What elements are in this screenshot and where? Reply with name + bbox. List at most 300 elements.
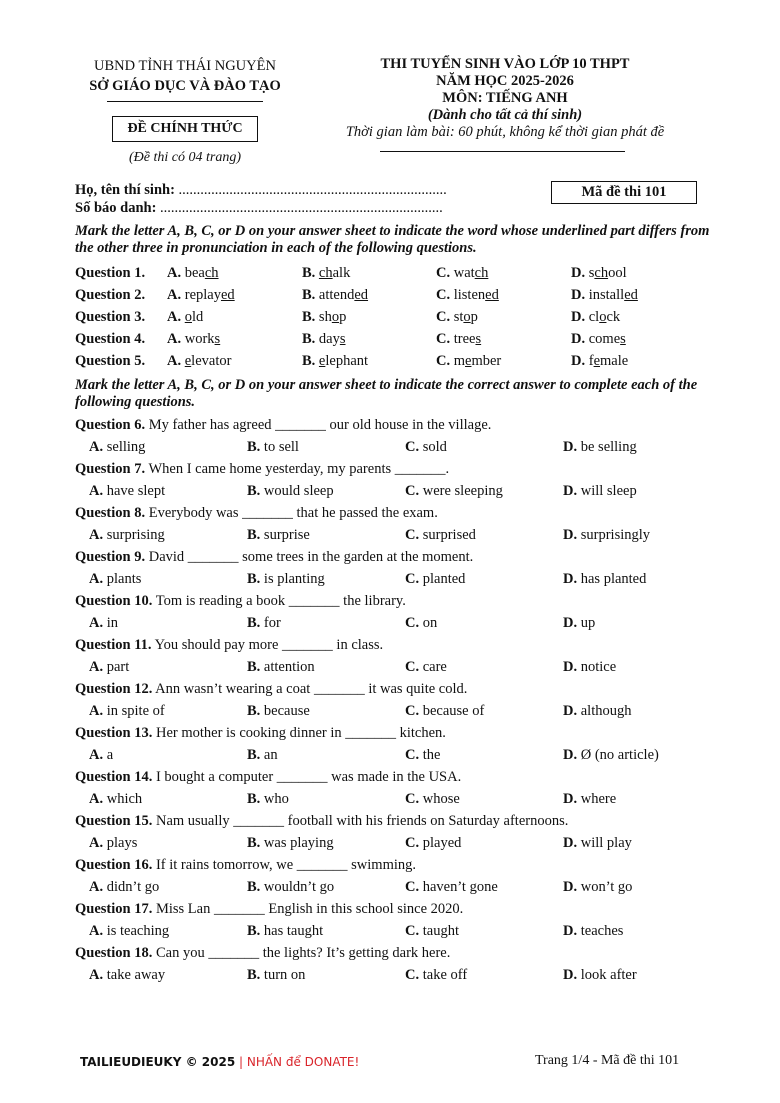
option-text: Ø (no article) (580, 747, 659, 763)
option-word-part: replay (184, 287, 221, 303)
option-text: would sleep (263, 483, 334, 499)
question-text: You should pay more _______ in class. (154, 637, 384, 653)
option-word-part: m (453, 353, 466, 369)
underlined-part: ch (594, 265, 609, 281)
question-text: Can you _______ the lights? It’s getting dark here. (155, 945, 451, 961)
question-label: Question 18. (75, 945, 153, 961)
question-label: Question 16. (75, 857, 153, 873)
option-letter: C. (405, 659, 420, 675)
question-row (75, 546, 715, 568)
answer-option[interactable] (302, 284, 368, 306)
option-letter: D. (563, 879, 578, 895)
option-text: because (263, 703, 310, 719)
option-letter: B. (247, 835, 261, 851)
answer-option[interactable] (405, 436, 447, 458)
option-word-part: f (588, 353, 594, 369)
answer-option[interactable] (563, 920, 623, 942)
option-letter: B. (247, 527, 261, 543)
option-text: part (106, 659, 130, 675)
question-label: Question 8. (75, 505, 146, 521)
answer-option[interactable] (89, 920, 169, 942)
option-letter: C. (405, 923, 420, 939)
header-left-rule (107, 101, 263, 102)
question-label: Question 6. (75, 417, 146, 433)
pages-note: (Đề thi có 04 trang) (129, 150, 241, 165)
option-letter: A. (89, 967, 104, 983)
option-text: didn’t go (106, 879, 160, 895)
option-letter: A. (89, 439, 104, 455)
answer-option[interactable] (563, 568, 646, 590)
answer-option[interactable] (405, 656, 447, 678)
question-text: Miss Lan _______ English in this school since 2020. (155, 901, 464, 917)
answer-option[interactable] (405, 832, 461, 854)
option-word-part: come (588, 331, 621, 347)
question-row (75, 590, 715, 612)
option-text: was playing (263, 835, 334, 851)
options-row (75, 744, 715, 766)
option-word-part: lephant (325, 353, 369, 369)
answer-option[interactable] (167, 284, 235, 306)
option-letter: A. (89, 791, 104, 807)
answer-option[interactable] (302, 262, 350, 284)
options-row (75, 568, 715, 590)
options-row (75, 964, 715, 986)
option-text: is planting (263, 571, 325, 587)
option-text: planted (422, 571, 466, 587)
option-text: care (422, 659, 447, 675)
option-letter: A. (167, 331, 182, 347)
option-word-part: st (453, 309, 464, 325)
option-text: on (422, 615, 438, 631)
exam-title: THI TUYỂN SINH VÀO LỚP 10 THPT (380, 56, 630, 72)
option-text: who (263, 791, 289, 807)
option-text: has planted (580, 571, 647, 587)
answer-option[interactable] (436, 328, 481, 350)
answer-option[interactable] (247, 480, 334, 502)
question-label: Question 12. (75, 681, 153, 697)
option-letter: B. (247, 571, 261, 587)
answer-option[interactable] (89, 700, 165, 722)
question-row (75, 414, 715, 436)
question-label: Question 4. (75, 331, 146, 347)
option-letter: C. (436, 287, 451, 303)
option-word-part: tree (453, 331, 476, 347)
answer-option[interactable] (247, 920, 323, 942)
id-field[interactable]: .............................................................................. (160, 200, 443, 216)
answer-option[interactable] (247, 436, 299, 458)
answer-option[interactable] (563, 524, 650, 546)
footer-page-info: Trang 1/4 - Mã đề thi 101 (535, 1053, 680, 1068)
answer-option[interactable] (89, 964, 165, 986)
question-label: Question 10. (75, 593, 153, 609)
answer-option[interactable] (405, 480, 503, 502)
option-text: plants (106, 571, 142, 587)
header-right (315, 56, 695, 141)
question-text: Her mother is cooking dinner in _______ kitchen. (155, 725, 446, 741)
option-letter: B. (302, 265, 316, 281)
option-letter: A. (167, 353, 182, 369)
answer-option[interactable] (436, 262, 488, 284)
answer-option[interactable] (563, 612, 595, 634)
answer-option[interactable] (563, 744, 659, 766)
question-label: Question 5. (75, 353, 146, 369)
question-text: I bought a computer _______ was made in the USA. (155, 769, 462, 785)
option-text: selling (106, 439, 146, 455)
answer-option[interactable] (405, 876, 498, 898)
option-text: will play (580, 835, 632, 851)
option-letter: B. (247, 923, 261, 939)
question-row (75, 810, 715, 832)
option-letter: D. (563, 835, 578, 851)
question-text: When I came home yesterday, my parents _______. (148, 461, 450, 477)
answer-option[interactable] (302, 328, 346, 350)
audience: (Dành cho tất cả thí sinh) (427, 107, 583, 123)
option-word-part: ld (191, 309, 204, 325)
option-letter: C. (405, 703, 420, 719)
official-badge: ĐỀ CHÍNH THỨC (112, 116, 258, 142)
option-letter: C. (405, 747, 420, 763)
question-row (75, 854, 715, 876)
answer-option[interactable] (247, 832, 334, 854)
option-letter: D. (571, 353, 586, 369)
subject: MÔN: TIẾNG ANH (442, 90, 568, 106)
option-letter: A. (89, 835, 104, 851)
underlined-part: ed (485, 287, 499, 303)
answer-option[interactable] (571, 284, 638, 306)
student-info (75, 181, 447, 217)
option-text: were sleeping (422, 483, 503, 499)
option-text: surprisingly (580, 527, 651, 543)
option-letter: B. (247, 659, 261, 675)
underlined-part: ed (220, 287, 235, 303)
option-text: have slept (106, 483, 166, 499)
option-word-part: install (588, 287, 625, 303)
option-text: attention (263, 659, 315, 675)
option-text: look after (580, 967, 637, 983)
options-row (75, 920, 715, 942)
option-text: is teaching (106, 923, 170, 939)
option-word-part: bea (184, 265, 205, 281)
answer-option[interactable] (405, 700, 484, 722)
section2-instruction: Mark the letter A, B, C, or D on your answer sheet to indicate the correct answer to complete each of the following questions. (75, 377, 698, 410)
option-letter: B. (247, 747, 261, 763)
question-text: Tom is reading a book _______ the library. (155, 593, 406, 609)
underlined-part: s (620, 331, 626, 347)
answer-option[interactable] (89, 744, 113, 766)
answer-option[interactable] (247, 568, 325, 590)
option-text: taught (422, 923, 459, 939)
option-text: will sleep (580, 483, 637, 499)
answer-option[interactable] (247, 964, 305, 986)
options-row (75, 700, 715, 722)
option-text: for (263, 615, 281, 631)
question-row (75, 722, 715, 744)
underlined-part: ch (318, 265, 333, 281)
option-text: although (580, 703, 632, 719)
answer-option[interactable] (89, 656, 129, 678)
answer-option[interactable] (436, 306, 478, 328)
option-text: turn on (263, 967, 306, 983)
question-row (75, 328, 715, 350)
option-text: take away (106, 967, 166, 983)
option-text: wouldn’t go (263, 879, 335, 895)
answer-option[interactable] (563, 832, 632, 854)
header-right-rule (380, 151, 625, 152)
underlined-part: e (318, 353, 326, 369)
question-row (75, 898, 715, 920)
option-text: surprising (106, 527, 165, 543)
option-letter: C. (405, 879, 420, 895)
underlined-part: o (184, 309, 192, 325)
question-text: If it rains tomorrow, we _______ swimming. (155, 857, 416, 873)
answer-option[interactable] (571, 306, 620, 328)
option-letter: B. (247, 879, 261, 895)
header-left (60, 56, 310, 96)
option-letter: C. (405, 835, 420, 851)
option-word-part: wat (453, 265, 475, 281)
answer-option[interactable] (405, 568, 465, 590)
answer-option[interactable] (563, 788, 616, 810)
option-letter: B. (302, 353, 316, 369)
option-text: the (422, 747, 441, 763)
option-text: in (106, 615, 119, 631)
option-text: take off (422, 967, 468, 983)
answer-option[interactable] (563, 876, 632, 898)
option-letter: B. (302, 309, 316, 325)
option-letter: D. (571, 265, 586, 281)
option-letter: B. (302, 287, 316, 303)
answer-option[interactable] (89, 788, 142, 810)
answer-option[interactable] (302, 350, 368, 372)
underlined-part: s (214, 331, 221, 347)
option-word-part: work (184, 331, 215, 347)
answer-option[interactable] (167, 350, 231, 372)
option-word-part: attend (318, 287, 355, 303)
underlined-part: e (593, 353, 601, 369)
answer-option[interactable] (405, 964, 467, 986)
question-text: Everybody was _______ that he passed the exam. (148, 505, 438, 521)
option-letter: A. (167, 287, 182, 303)
option-word-part: ck (606, 309, 621, 325)
option-word-part: p (339, 309, 347, 325)
question-row (75, 458, 715, 480)
answer-option[interactable] (167, 262, 219, 284)
footer-brand-area (80, 1055, 359, 1069)
underlined-part: o (463, 309, 471, 325)
underlined-part: ed (624, 287, 638, 303)
org-line2: SỞ GIÁO DỤC VÀ ĐÀO TẠO (89, 78, 281, 94)
underlined-part: ed (354, 287, 369, 303)
question-label: Question 1. (75, 265, 146, 281)
option-word-part: alk (332, 265, 351, 281)
footer-brand: TAILIEUDIEUKY © 2025 (80, 1055, 236, 1069)
answer-option[interactable] (563, 700, 631, 722)
option-word-part: cl (588, 309, 600, 325)
options-row (75, 832, 715, 854)
option-letter: A. (167, 265, 182, 281)
option-text: which (106, 791, 143, 807)
options-row (75, 436, 715, 458)
option-letter: C. (405, 791, 420, 807)
question-row (75, 634, 715, 656)
duration: Thời gian làm bài: 60 phút, không kể thời gian phát đề (345, 124, 665, 140)
answer-option[interactable] (436, 284, 499, 306)
option-text: an (263, 747, 278, 763)
option-letter: A. (89, 747, 104, 763)
question-label: Question 15. (75, 813, 153, 829)
section1-instruction: Mark the letter A, B, C, or D on your answer sheet to indicate the word whose underlined part differs from the other three in pronunciation in each of the following questions. (75, 223, 710, 256)
underlined-part: o (331, 309, 340, 325)
answer-option[interactable] (89, 568, 141, 590)
name-field[interactable]: .......................................................................... (178, 182, 447, 198)
option-letter: B. (247, 967, 261, 983)
answer-option[interactable] (167, 328, 220, 350)
question-label: Question 2. (75, 287, 146, 303)
option-letter: B. (247, 483, 261, 499)
answer-option[interactable] (89, 612, 118, 634)
option-word-part: male (600, 353, 629, 369)
answer-option[interactable] (89, 832, 137, 854)
option-letter: A. (89, 527, 104, 543)
answer-option[interactable] (571, 350, 628, 372)
question-text: David _______ some trees in the garden at the moment. (148, 549, 474, 565)
underlined-part: ch (204, 265, 219, 281)
option-text: plays (106, 835, 138, 851)
question-row (75, 678, 715, 700)
option-text: surprise (263, 527, 310, 543)
option-word-part: sh (318, 309, 332, 325)
question-label: Question 3. (75, 309, 146, 325)
question-row (75, 306, 715, 328)
option-letter: D. (571, 331, 586, 347)
option-text: up (580, 615, 596, 631)
answer-option[interactable] (247, 524, 310, 546)
option-text: whose (422, 791, 460, 807)
option-letter: C. (436, 353, 451, 369)
question-label: Question 17. (75, 901, 153, 917)
question-label: Question 13. (75, 725, 153, 741)
option-letter: A. (89, 571, 104, 587)
option-word-part: day (318, 331, 340, 347)
answer-option[interactable] (405, 788, 460, 810)
option-letter: D. (563, 483, 578, 499)
option-letter: D. (563, 923, 578, 939)
answer-option[interactable] (89, 524, 165, 546)
answer-option[interactable] (167, 306, 203, 328)
option-letter: B. (247, 791, 261, 807)
option-letter: D. (563, 967, 578, 983)
question-row (75, 502, 715, 524)
answer-option[interactable] (563, 480, 637, 502)
answer-option[interactable] (247, 788, 289, 810)
option-text: be selling (580, 439, 637, 455)
option-text: in spite of (106, 703, 165, 719)
question-label: Question 14. (75, 769, 153, 785)
question-row (75, 284, 715, 306)
answer-option[interactable] (247, 612, 281, 634)
answer-option[interactable] (571, 262, 627, 284)
donate-link[interactable]: NHẤN để DONATE! (246, 1055, 360, 1069)
answer-option[interactable] (571, 328, 626, 350)
question-text: My father has agreed _______ our old house in the village. (148, 417, 492, 433)
answer-option[interactable] (247, 700, 310, 722)
answer-option[interactable] (247, 876, 334, 898)
options-row (75, 788, 715, 810)
option-letter: C. (405, 527, 420, 543)
option-text: won’t go (580, 879, 633, 895)
org-line1: UBND TỈNH THÁI NGUYÊN (94, 58, 276, 74)
option-letter: B. (302, 331, 316, 347)
option-letter: C. (405, 483, 420, 499)
answer-option[interactable] (89, 876, 159, 898)
option-text: where (580, 791, 617, 807)
option-text: teaches (580, 923, 624, 939)
footer-separator: | (235, 1055, 247, 1069)
answer-option[interactable] (302, 306, 346, 328)
underlined-part: s (475, 331, 482, 347)
answer-option[interactable] (436, 350, 501, 372)
option-letter: B. (247, 703, 261, 719)
answer-option[interactable] (405, 744, 440, 766)
underlined-part: e (465, 353, 472, 369)
answer-option[interactable] (563, 656, 616, 678)
exam-code-box: Mã đề thi 101 (551, 181, 697, 204)
id-label: Số báo danh: (75, 200, 157, 216)
option-letter: D. (563, 659, 578, 675)
option-text: played (422, 835, 462, 851)
question-text: Nam usually _______ football with his friends on Saturday afternoons. (155, 813, 569, 829)
answer-option[interactable] (247, 656, 315, 678)
answer-option[interactable] (247, 744, 278, 766)
answer-option[interactable] (563, 964, 637, 986)
option-letter: D. (563, 615, 578, 631)
option-letter: A. (167, 309, 182, 325)
answer-option[interactable] (89, 436, 145, 458)
answer-option[interactable] (405, 524, 476, 546)
underlined-part: e (184, 353, 192, 369)
answer-option[interactable] (563, 436, 637, 458)
option-text: a (106, 747, 114, 763)
option-letter: B. (247, 615, 261, 631)
option-text: sold (422, 439, 447, 455)
option-letter: D. (571, 287, 586, 303)
option-letter: D. (563, 791, 578, 807)
question-label: Question 11. (75, 637, 152, 653)
option-letter: C. (405, 571, 420, 587)
answer-option[interactable] (405, 920, 459, 942)
answer-option[interactable] (405, 612, 437, 634)
question-row (75, 262, 715, 284)
option-letter: C. (405, 967, 420, 983)
question-row (75, 942, 715, 964)
options-row (75, 524, 715, 546)
option-letter: C. (436, 265, 451, 281)
option-text: to sell (263, 439, 299, 455)
option-letter: A. (89, 879, 104, 895)
option-word-part: p (470, 309, 478, 325)
option-letter: A. (89, 615, 104, 631)
underlined-part: o (599, 309, 607, 325)
underlined-part: s (339, 331, 346, 347)
option-letter: D. (563, 439, 578, 455)
option-word-part: levator (191, 353, 232, 369)
option-letter: D. (571, 309, 586, 325)
question-label: Question 9. (75, 549, 146, 565)
option-word-part: listen (453, 287, 486, 303)
option-letter: C. (436, 309, 451, 325)
option-letter: A. (89, 703, 104, 719)
answer-option[interactable] (89, 480, 165, 502)
